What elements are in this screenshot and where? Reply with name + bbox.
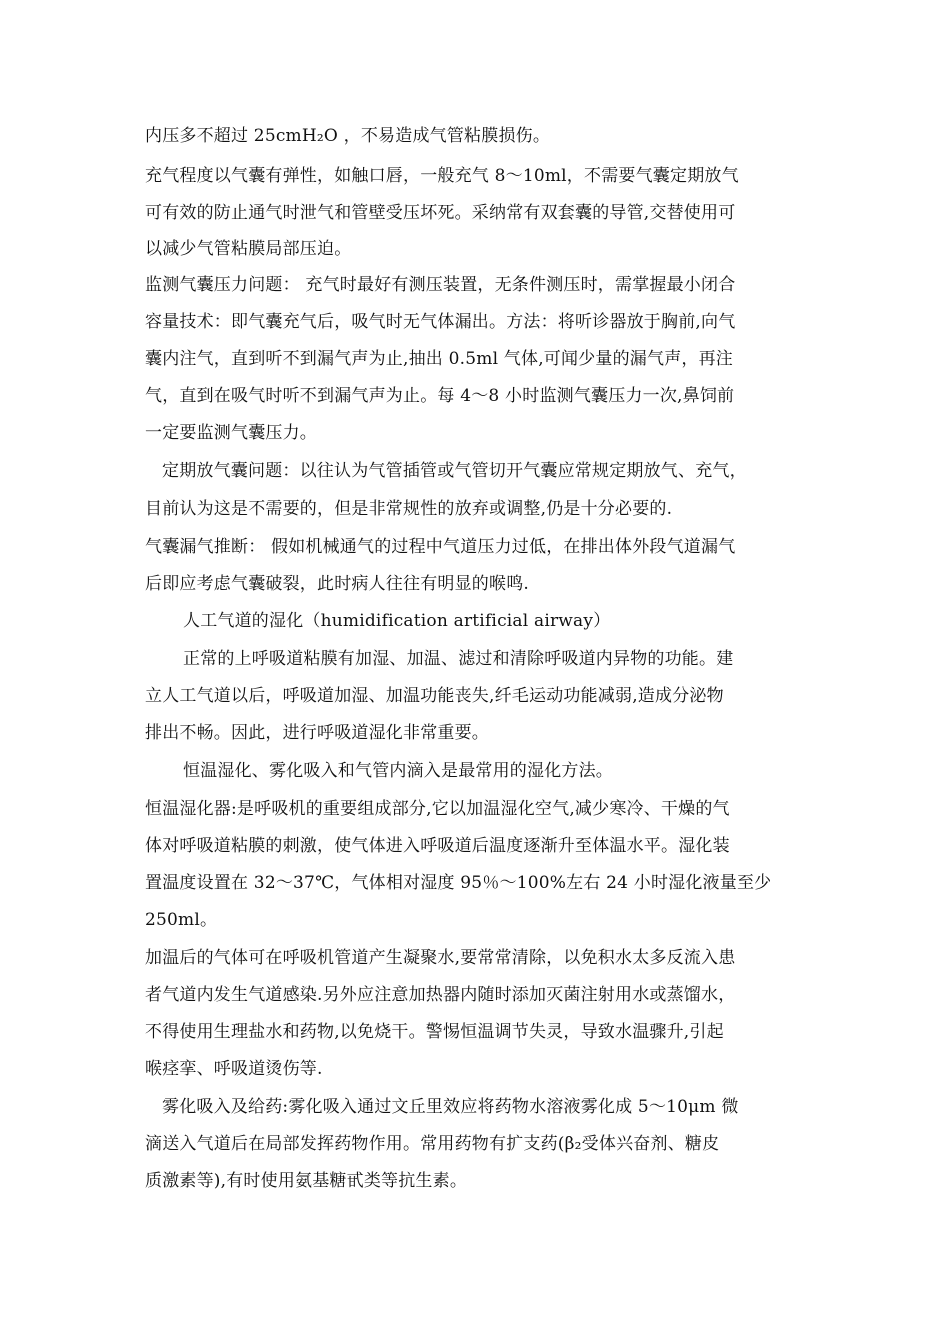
text-line: 置温度设置在 32～37℃，气体相对湿度 95％～100%左右 24 小时湿化液量至少 — [145, 873, 772, 893]
text-line: 恒温湿化器:是呼吸机的重要组成部分,它以加温湿化空气,减少寒冷、干燥的气 — [145, 799, 730, 819]
text-line: 监测气囊压力问题： 充气时最好有测压装置，无条件测压时，需掌握最小闭合 — [145, 275, 736, 295]
text-line: 充气程度以气囊有弹性，如触口唇，一般充气 8～10ml，不需要气囊定期放气 — [145, 166, 739, 186]
text-line: 滴送入气道后在局部发挥药物作用。常用药物有扩支药(β₂受体兴奋剂、糖皮 — [145, 1134, 720, 1154]
text-line: 立人工气道以后，呼吸道加湿、加温功能丧失,纤毛运动功能减弱,造成分泌物 — [145, 686, 724, 706]
text-line: 正常的上呼吸道粘膜有加湿、加温、滤过和清除呼吸道内异物的功能。建 — [183, 649, 734, 669]
text-line: 体对呼吸道粘膜的刺激，使气体进入呼吸道后温度逐渐升至体温水平。湿化装 — [145, 836, 730, 856]
text-line: 容量技术：即气囊充气后，吸气时无气体漏出。方法：将听诊器放于胸前,向气 — [145, 312, 736, 332]
text-line: 质激素等),有时使用氨基糖甙类等抗生素。 — [145, 1171, 468, 1191]
text-line: 250ml。 — [145, 910, 218, 930]
text-line: 加温后的气体可在呼吸机管道产生凝聚水,要常常清除，以免积水太多反流入患 — [145, 948, 736, 968]
text-line: 以减少气管粘膜局部压迫。 — [145, 239, 352, 259]
text-line: 雾化吸入及给药:雾化吸入通过文丘里效应将药物水溶液雾化成 5～10μm 微 — [162, 1097, 739, 1117]
text-line: 恒温湿化、雾化吸入和气管内滴入是最常用的湿化方法。 — [183, 761, 613, 781]
text-line: 内压多不超过 25cmH₂O ，不易造成气管粘膜损伤。 — [145, 126, 551, 146]
text-line: 目前认为这是不需要的，但是非常规性的放弃或调整,仍是十分必要的. — [145, 499, 673, 519]
text-line: 不得使用生理盐水和药物,以免烧干。警惕恒温调节失灵，导致水温骤升,引起 — [145, 1022, 724, 1042]
text-line: 气囊漏气推断： 假如机械通气的过程中气道压力过低，在排出体外段气道漏气 — [145, 537, 736, 557]
text-line: 排出不畅。因此，进行呼吸道湿化非常重要。 — [145, 723, 489, 743]
text-line: 可有效的防止通气时泄气和管壁受压坏死。采纳常有双套囊的导管,交替使用可 — [145, 203, 736, 223]
text-line: 定期放气囊问题：以往认为气管插管或气管切开气囊应常规定期放气、充气， — [162, 461, 747, 481]
text-line: 喉痉挛、呼吸道烫伤等. — [145, 1059, 323, 1079]
text-line: 囊内注气，直到听不到漏气声为止,抽出 0.5ml 气体,可闻少量的漏气声，再注 — [145, 349, 734, 369]
text-line: 者气道内发生气道感染.另外应注意加热器内随时添加灭菌注射用水或蒸馏水， — [145, 985, 736, 1005]
section-heading: 人工气道的湿化（humidification artificial airway） — [183, 611, 611, 631]
text-line: 一定要监测气囊压力。 — [145, 423, 317, 443]
text-line: 后即应考虑气囊破裂，此时病人往往有明显的喉鸣. — [145, 574, 530, 594]
text-line: 气，直到在吸气时听不到漏气声为止。每 4～8 小时监测气囊压力一次,鼻饲前 — [145, 386, 735, 406]
